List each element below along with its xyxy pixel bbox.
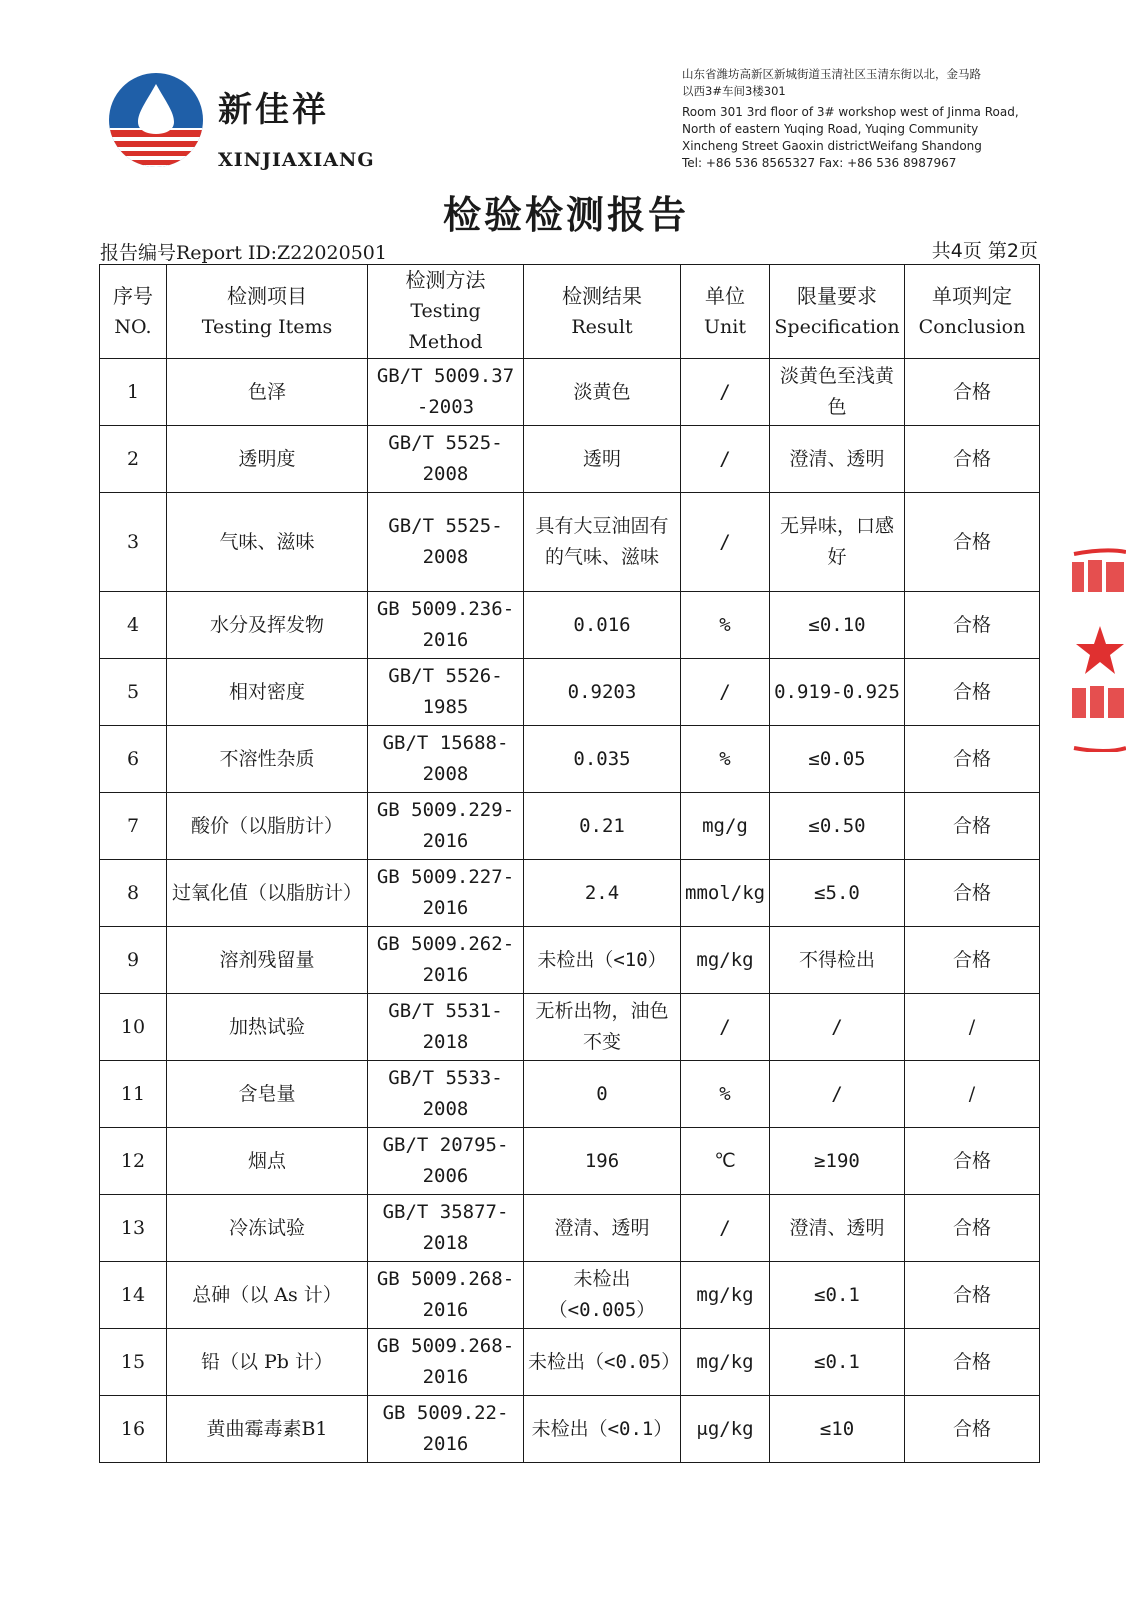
cell-method: GB 5009.236-2016 (368, 592, 524, 659)
table-row (100, 659, 1040, 726)
cell-spec: 无异味，口感好 (770, 493, 905, 592)
cell-result: 透明 (524, 426, 681, 493)
header-no (100, 265, 167, 359)
cell-result: 0.016 (524, 592, 681, 659)
table-row (100, 1396, 1040, 1463)
cell-method: GB/T 5531-2018 (368, 994, 524, 1061)
report-title: 检验检测报告 (442, 192, 689, 237)
cell-no: 11 (100, 1061, 167, 1128)
cell-spec: ≤0.1 (770, 1262, 905, 1329)
cell-no: 8 (100, 860, 167, 927)
cell-result: 196 (524, 1128, 681, 1195)
cell-no: 12 (100, 1128, 167, 1195)
header-item-cn: 检测项目 (227, 283, 307, 308)
cell-result: 0.9203 (524, 659, 681, 726)
cell-conclusion: 合格 (905, 860, 1040, 927)
cell-spec: / (770, 994, 905, 1061)
cell-conclusion: 合格 (905, 359, 1040, 426)
cell-item: 酸价（以脂肪计） (167, 793, 368, 860)
cell-result: 0 (524, 1061, 681, 1128)
header-unit-en: Unit (704, 315, 746, 338)
table-row (100, 1195, 1040, 1262)
cell-method: GB 5009.268-2016 (368, 1262, 524, 1329)
header-no-en: NO. (114, 315, 152, 338)
cell-result: 无析出物，油色不变 (524, 994, 681, 1061)
cell-method: GB/T 35877-2018 (368, 1195, 524, 1262)
company-address (682, 66, 1102, 172)
cell-item: 铅（以 Pb 计） (167, 1329, 368, 1396)
cell-unit: / (681, 426, 770, 493)
cell-unit: / (681, 359, 770, 426)
cell-spec: 澄清、透明 (770, 1195, 905, 1262)
cell-unit: mg/kg (681, 927, 770, 994)
cell-unit: mg/kg (681, 1262, 770, 1329)
company-name-cn: 新佳祥 (218, 90, 329, 130)
cell-unit: % (681, 592, 770, 659)
table-row (100, 592, 1040, 659)
cell-method: GB/T 20795-2006 (368, 1128, 524, 1195)
header-method-en: Testing Method (408, 300, 483, 353)
cell-conclusion: 合格 (905, 1195, 1040, 1262)
water-drop-logo-icon (108, 72, 204, 168)
header-conclusion-en: Conclusion (918, 315, 1026, 338)
cell-method: GB 5009.229-2016 (368, 793, 524, 860)
address-cn-line1: 山东省潍坊高新区新城街道玉清社区玉清东街以北，金马路 (682, 67, 981, 81)
header-conclusion-cn: 单项判定 (932, 283, 1012, 308)
cell-no: 1 (100, 359, 167, 426)
cell-conclusion: 合格 (905, 927, 1040, 994)
cell-result: 未检出（<0.05） (524, 1329, 681, 1396)
cell-spec: 澄清、透明 (770, 426, 905, 493)
cell-spec: ≤0.10 (770, 592, 905, 659)
cell-method: GB/T 5525-2008 (368, 426, 524, 493)
cell-spec: ≤10 (770, 1396, 905, 1463)
cell-method: GB/T 5526-1985 (368, 659, 524, 726)
table-row (100, 359, 1040, 426)
cell-conclusion: 合格 (905, 1262, 1040, 1329)
cell-no: 15 (100, 1329, 167, 1396)
cell-method: GB 5009.262-2016 (368, 927, 524, 994)
cell-unit: mg/kg (681, 1329, 770, 1396)
cell-item: 色泽 (167, 359, 368, 426)
cell-conclusion: 合格 (905, 493, 1040, 592)
table-row (100, 1061, 1040, 1128)
cell-method: GB 5009.268-2016 (368, 1329, 524, 1396)
table-row (100, 426, 1040, 493)
header-unit (681, 265, 770, 359)
cell-item: 含皂量 (167, 1061, 368, 1128)
header-spec-en: Specification (774, 315, 900, 338)
cell-unit: mmol/kg (681, 860, 770, 927)
cell-spec: ≤0.05 (770, 726, 905, 793)
cell-item: 总砷（以 As 计） (167, 1262, 368, 1329)
cell-unit: / (681, 493, 770, 592)
cell-spec: ≤0.1 (770, 1329, 905, 1396)
cell-spec: 不得检出 (770, 927, 905, 994)
cell-result: 未检出（<10） (524, 927, 681, 994)
header-item (167, 265, 368, 359)
cell-no: 9 (100, 927, 167, 994)
table-row (100, 994, 1040, 1061)
table-row (100, 1262, 1040, 1329)
cell-conclusion: / (905, 994, 1040, 1061)
table-row (100, 1329, 1040, 1396)
cell-unit: / (681, 659, 770, 726)
cell-method: GB/T 5525-2008 (368, 493, 524, 592)
cell-result: 0.21 (524, 793, 681, 860)
cell-conclusion: 合格 (905, 1329, 1040, 1396)
header-unit-cn: 单位 (705, 283, 745, 308)
header-item-en: Testing Items (201, 315, 333, 338)
table-row (100, 860, 1040, 927)
cell-method: GB 5009.22-2016 (368, 1396, 524, 1463)
header-spec (770, 265, 905, 359)
table-row (100, 726, 1040, 793)
cell-spec: ≥190 (770, 1128, 905, 1195)
cell-no: 4 (100, 592, 167, 659)
contact-line: Tel: +86 536 8565327 Fax: +86 536 8987967 (682, 156, 957, 170)
cell-item: 不溶性杂质 (167, 726, 368, 793)
header-result-en: Result (571, 315, 633, 338)
cell-unit: / (681, 1195, 770, 1262)
cell-item: 加热试验 (167, 994, 368, 1061)
address-en-line3: Xincheng Street Gaoxin districtWeifang Shandong (682, 139, 982, 153)
cell-no: 14 (100, 1262, 167, 1329)
cell-method: GB/T 5009.37 -2003 (368, 359, 524, 426)
cell-method: GB/T 5533-2008 (368, 1061, 524, 1128)
table-header-row (100, 265, 1040, 359)
cell-item: 溶剂残留量 (167, 927, 368, 994)
cell-unit: / (681, 994, 770, 1061)
cell-no: 3 (100, 493, 167, 592)
cell-item: 烟点 (167, 1128, 368, 1195)
table-row (100, 493, 1040, 592)
header-result (524, 265, 681, 359)
cell-conclusion: 合格 (905, 426, 1040, 493)
cell-conclusion: 合格 (905, 726, 1040, 793)
cell-conclusion: 合格 (905, 793, 1040, 860)
cell-no: 13 (100, 1195, 167, 1262)
cell-item: 气味、滋味 (167, 493, 368, 592)
cell-no: 2 (100, 426, 167, 493)
address-cn-line2: 以西3#车间3楼301 (682, 84, 786, 98)
cell-result: 2.4 (524, 860, 681, 927)
cell-item: 过氧化值（以脂肪计） (167, 860, 368, 927)
header-conclusion (905, 265, 1040, 359)
cell-result: 具有大豆油固有的气味、滋味 (524, 493, 681, 592)
cell-unit: mg/g (681, 793, 770, 860)
table-row (100, 793, 1040, 860)
table-row (100, 927, 1040, 994)
cell-result: 澄清、透明 (524, 1195, 681, 1262)
cell-conclusion: 合格 (905, 659, 1040, 726)
cell-item: 透明度 (167, 426, 368, 493)
cell-spec: ≤0.50 (770, 793, 905, 860)
cell-result: 0.035 (524, 726, 681, 793)
cell-spec: ≤5.0 (770, 860, 905, 927)
header-method-cn: 检测方法 (405, 268, 486, 292)
cell-no: 10 (100, 994, 167, 1061)
cell-result: 未检出（<0.1） (524, 1396, 681, 1463)
cell-unit: μg/kg (681, 1396, 770, 1463)
cell-spec: 0.919-0.925 (770, 659, 905, 726)
cell-conclusion: 合格 (905, 1396, 1040, 1463)
cell-unit: % (681, 1061, 770, 1128)
cell-unit: ℃ (681, 1128, 770, 1195)
cell-result: 未检出（<0.005） (524, 1262, 681, 1329)
cell-conclusion: / (905, 1061, 1040, 1128)
header-method (368, 265, 524, 359)
cell-item: 冷冻试验 (167, 1195, 368, 1262)
header-spec-cn: 限量要求 (797, 283, 877, 308)
header-result-cn: 检测结果 (562, 283, 642, 308)
cell-no: 5 (100, 659, 167, 726)
test-results-table (99, 264, 1040, 1463)
cell-method: GB/T 15688-2008 (368, 726, 524, 793)
cell-no: 7 (100, 793, 167, 860)
cell-no: 6 (100, 726, 167, 793)
cell-conclusion: 合格 (905, 1128, 1040, 1195)
address-en-line1: Room 301 3rd floor of 3# workshop west of Jinma Road, (682, 105, 1019, 119)
cell-spec: / (770, 1061, 905, 1128)
page-number: 共4页 第2页 (931, 240, 1038, 262)
cell-item: 相对密度 (167, 659, 368, 726)
cell-unit: % (681, 726, 770, 793)
table-row (100, 1128, 1040, 1195)
cell-no: 16 (100, 1396, 167, 1463)
header-no-cn: 序号 (113, 283, 153, 308)
cell-result: 淡黄色 (524, 359, 681, 426)
cell-method: GB 5009.227-2016 (368, 860, 524, 927)
report-id: 报告编号Report ID:Z22020501 (100, 242, 387, 264)
cell-conclusion: 合格 (905, 592, 1040, 659)
cell-item: 黄曲霉毒素B1 (167, 1396, 368, 1463)
cell-spec: 淡黄色至浅黄色 (770, 359, 905, 426)
inspection-seal-stamp (1066, 548, 1126, 752)
cell-item: 水分及挥发物 (167, 592, 368, 659)
address-en-line2: North of eastern Yuqing Road, Yuqing Community (682, 122, 979, 136)
company-name-en: XINJIAXIANG (218, 149, 375, 171)
